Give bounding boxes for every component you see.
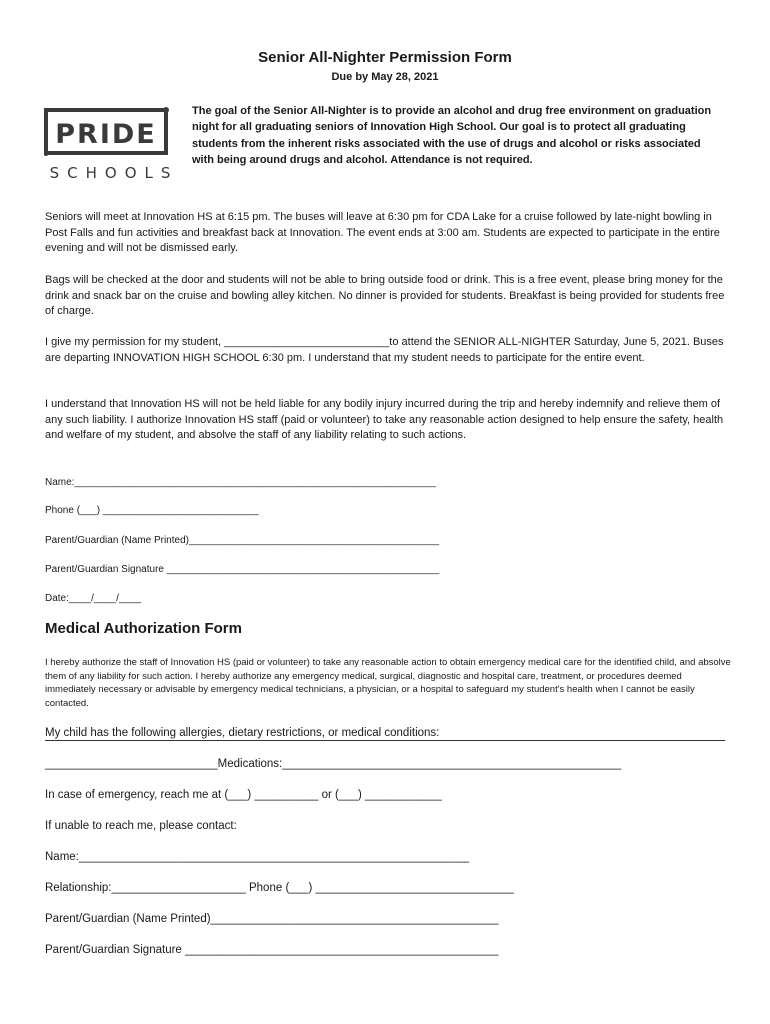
unable-to-reach-label: If unable to reach me, please contact: xyxy=(45,820,237,832)
allergies-label: My child has the following allergies, dietary restrictions, or medical conditions: xyxy=(45,727,440,739)
due-date: Due by May 28, 2021 xyxy=(331,71,439,83)
permission-paragraph: I give my permission for my student, ___________________________to attend the SENIOR ALL-NIGHTER Saturday, June 5, 2021. Buses are departing INNOVATION HIGH SCHOOL 6:30 pm. I understand that my student needs to participate for the entire event. xyxy=(45,336,724,364)
form-title: Senior All-Nighter Permission Form xyxy=(258,49,512,66)
medical-parent-printed-field[interactable]: Parent/Guardian (Name Printed)_____________________________________________ xyxy=(45,913,499,925)
logo-text-schools: SCHOOLS xyxy=(49,164,179,182)
pride-schools-logo xyxy=(44,103,186,183)
medical-heading: Medical Authorization Form xyxy=(45,620,242,637)
contact-name-field[interactable]: Name:_____________________________________________________________ xyxy=(45,851,470,863)
student-name-field[interactable]: Name:_________________________________________________________________ xyxy=(45,477,436,488)
allergies-line[interactable] xyxy=(45,740,725,741)
parent-signature-field[interactable]: Parent/Guardian Signature _________________________________________________ xyxy=(45,564,440,575)
liability-paragraph: I understand that Innovation HS will not be held liable for any bodily injury incurred during the trip and hereby indemnify and relieve them of any such liability. I authorize Innovation HS staff (paid or volunteer) to take any reasonable action designed to help ensure the safety, health and welfare of my student, and absolve the staff of any liability relating to such actions. xyxy=(45,398,724,442)
schedule-paragraph: Seniors will meet at Innovation HS at 6:15 pm. The buses will leave at 6:30 pm for CDA Lake for a cruise followed by late-night bowling in Post Falls and fun activities and breakfast back at Innovation. The event ends at 3:00 am. Students are expected to participate in the entire evening and will not be dismissed early. xyxy=(45,211,720,255)
emergency-contact-field[interactable]: In case of emergency, reach me at (___) __________ or (___) ____________ xyxy=(45,789,442,801)
medical-parent-signature-field[interactable]: Parent/Guardian Signature _________________________________________________ xyxy=(45,944,499,956)
phone-field[interactable]: Phone (___) ____________________________ xyxy=(45,505,259,516)
date-field[interactable]: Date:____/____/____ xyxy=(45,593,142,604)
goal-statement: The goal of the Senior All-Nighter is to provide an alcohol and drug free environment on graduation night for all graduating seniors of Innovation High School. Our goal is to protect all graduating students from the inherent risks associated with the use of drugs and alcohol or risks associated with being around drugs and alcohol. Attendance is not required. xyxy=(192,105,712,166)
bags-paragraph: Bags will be checked at the door and students will not be able to bring outside food or drink. This is a free event, please bring money for the drink and snack bar on the cruise and bowling alley kitchen. No dinner is provided for students. Breakfast is being provided for students free of charge. xyxy=(45,274,725,318)
parent-printed-name-field[interactable]: Parent/Guardian (Name Printed)_____________________________________________ xyxy=(45,535,440,546)
logo-text-pride: PRIDE xyxy=(55,119,157,150)
medical-authorization-text: I hereby authorize the staff of Innovation HS (paid or volunteer) to take any reasonable action to obtain emergency medical care for the identified child, and absolve them of any liability for such action. I hereby authorize any emergency medical, surgical, diagnostic and hospital care, treatment, or procedures deemed immediately necessary or advisable by emergency medical technicians, a physician, or a hospital to safeguard my student's health when I cannot be easily contacted. xyxy=(45,657,731,710)
relationship-field[interactable]: Relationship:_____________________ Phone (___) _______________________________ xyxy=(45,882,514,894)
medications-field[interactable]: ___________________________Medications:_____________________________________________________ xyxy=(45,758,622,770)
